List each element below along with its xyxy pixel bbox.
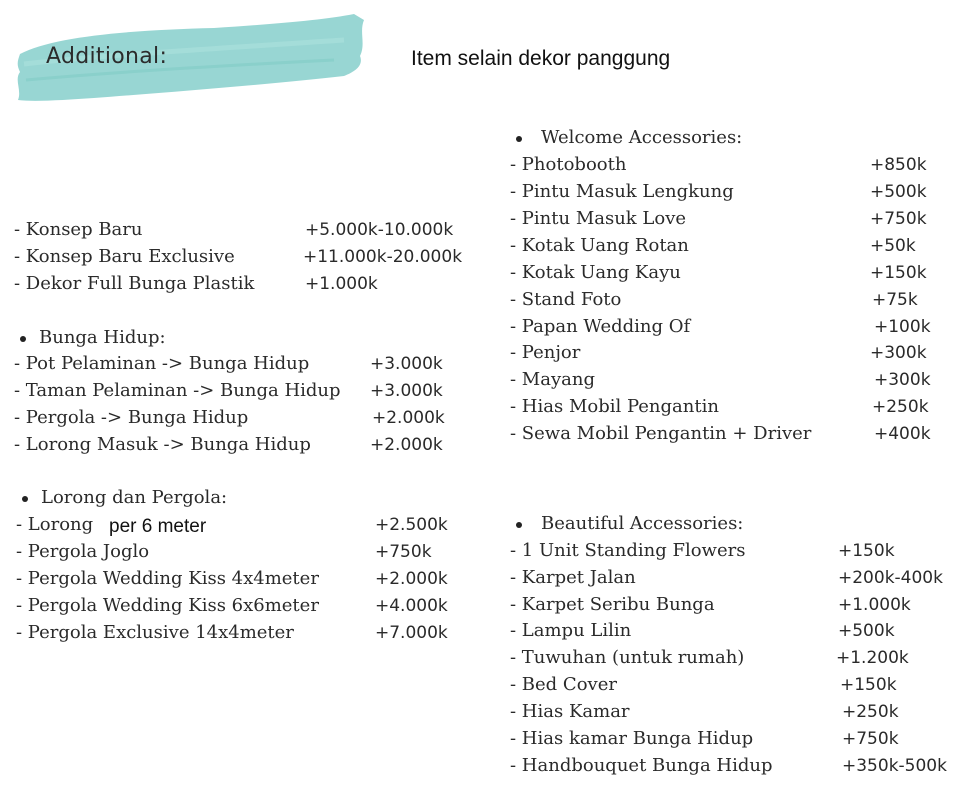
list-item-price: +850k bbox=[870, 155, 927, 175]
list-item-price: +750k bbox=[870, 209, 927, 229]
list-item-name: - Penjor bbox=[510, 342, 581, 363]
list-item-price: +1.000k bbox=[838, 595, 911, 615]
list-item-price: +150k bbox=[840, 675, 897, 695]
list-item-name: - Hias Kamar bbox=[510, 701, 630, 722]
section-title: Lorong dan Pergola: bbox=[41, 487, 228, 508]
list-item-price: +250k bbox=[872, 397, 929, 417]
list-item-price: +3.000k bbox=[370, 381, 443, 401]
list-item-name: - Karpet Jalan bbox=[510, 567, 636, 588]
list-item-name: - Photobooth bbox=[510, 154, 627, 175]
list-item-price: +100k bbox=[874, 317, 931, 337]
section-title: Beautiful Accessories: bbox=[541, 513, 744, 534]
bullet-icon bbox=[516, 136, 522, 142]
list-item-price: +750k bbox=[375, 542, 432, 562]
header-subtitle: Item selain dekor panggung bbox=[411, 47, 671, 70]
list-item-price: +4.000k bbox=[375, 596, 448, 616]
list-item-price: +75k bbox=[872, 290, 918, 310]
header-label: Additional: bbox=[46, 44, 168, 69]
list-item-price: +3.000k bbox=[370, 354, 443, 374]
list-item-name: - Hias Mobil Pengantin bbox=[510, 396, 719, 417]
list-item-price: +7.000k bbox=[375, 623, 448, 643]
list-item-name: - Sewa Mobil Pengantin + Driver bbox=[510, 423, 812, 444]
list-item-name: - Pot Pelaminan -> Bunga Hidup bbox=[14, 353, 310, 374]
list-item-name: - Dekor Full Bunga Plastik bbox=[14, 273, 255, 294]
list-item-name: - Pergola Joglo bbox=[16, 541, 150, 562]
list-item-price: +400k bbox=[874, 424, 931, 444]
list-item-price: +750k bbox=[842, 729, 899, 749]
list-item-price: +500k bbox=[870, 182, 927, 202]
list-item-name: - Pintu Masuk Love bbox=[510, 208, 687, 229]
list-item-name: - Pergola Wedding Kiss 6x6meter bbox=[16, 595, 319, 616]
list-item-name: - Pergola Exclusive 14x4meter bbox=[16, 622, 294, 643]
list-item-name: - Konsep Baru Exclusive bbox=[14, 246, 235, 267]
list-item-name: - Stand Foto bbox=[510, 289, 622, 310]
list-item-name: - Hias kamar Bunga Hidup bbox=[510, 728, 754, 749]
list-item-name: - Taman Pelaminan -> Bunga Hidup bbox=[14, 380, 341, 401]
list-item-price: +2.000k bbox=[375, 569, 448, 589]
list-item-name: - Papan Wedding Of bbox=[510, 316, 691, 337]
list-item-price: +250k bbox=[842, 702, 899, 722]
list-item-price: +500k bbox=[838, 621, 895, 641]
list-item-name: - Lampu Lilin bbox=[510, 620, 632, 641]
list-item-price: +11.000k-20.000k bbox=[303, 247, 463, 267]
list-item-price: +350k-500k bbox=[842, 756, 947, 776]
bullet-icon bbox=[22, 496, 28, 502]
list-item-price: +5.000k-10.000k bbox=[305, 220, 454, 240]
list-item-price: +200k-400k bbox=[838, 568, 943, 588]
list-item-price: +300k bbox=[870, 343, 927, 363]
list-item-name: - Karpet Seribu Bunga bbox=[510, 594, 715, 615]
list-item-price: +1.000k bbox=[305, 274, 378, 294]
section-title: Welcome Accessories: bbox=[541, 127, 743, 148]
list-item-name: - 1 Unit Standing Flowers bbox=[510, 540, 746, 561]
list-item-name: - Konsep Baru bbox=[14, 219, 143, 240]
list-item-name: - Mayang bbox=[510, 369, 595, 390]
list-item-price: +50k bbox=[870, 236, 916, 256]
list-item-name: - Kotak Uang Rotan bbox=[510, 235, 689, 256]
list-item-name: - Pintu Masuk Lengkung bbox=[510, 181, 734, 202]
section-title: Bunga Hidup: bbox=[39, 327, 166, 348]
list-item-name: - Handbouquet Bunga Hidup bbox=[510, 755, 773, 776]
list-item-price: +300k bbox=[874, 370, 931, 390]
list-item-name: - Lorong bbox=[16, 514, 94, 535]
list-item-name: - Bed Cover bbox=[510, 674, 617, 695]
list-item-price: +150k bbox=[870, 263, 927, 283]
bullet-icon bbox=[516, 522, 522, 528]
list-item-name: - Tuwuhan (untuk rumah) bbox=[510, 647, 745, 668]
list-item-name: - Kotak Uang Kayu bbox=[510, 262, 681, 283]
lorong-note: per 6 meter bbox=[109, 516, 207, 537]
list-item-price: +1.200k bbox=[836, 648, 909, 668]
list-item-price: +2.500k bbox=[375, 515, 448, 535]
list-item-price: +150k bbox=[838, 541, 895, 561]
list-item-name: - Pergola Wedding Kiss 4x4meter bbox=[16, 568, 319, 589]
list-item-name: - Lorong Masuk -> Bunga Hidup bbox=[14, 434, 311, 455]
list-item-price: +2.000k bbox=[370, 435, 443, 455]
list-item-name: - Pergola -> Bunga Hidup bbox=[14, 407, 249, 428]
list-item-price: +2.000k bbox=[372, 408, 445, 428]
bullet-icon bbox=[20, 336, 26, 342]
